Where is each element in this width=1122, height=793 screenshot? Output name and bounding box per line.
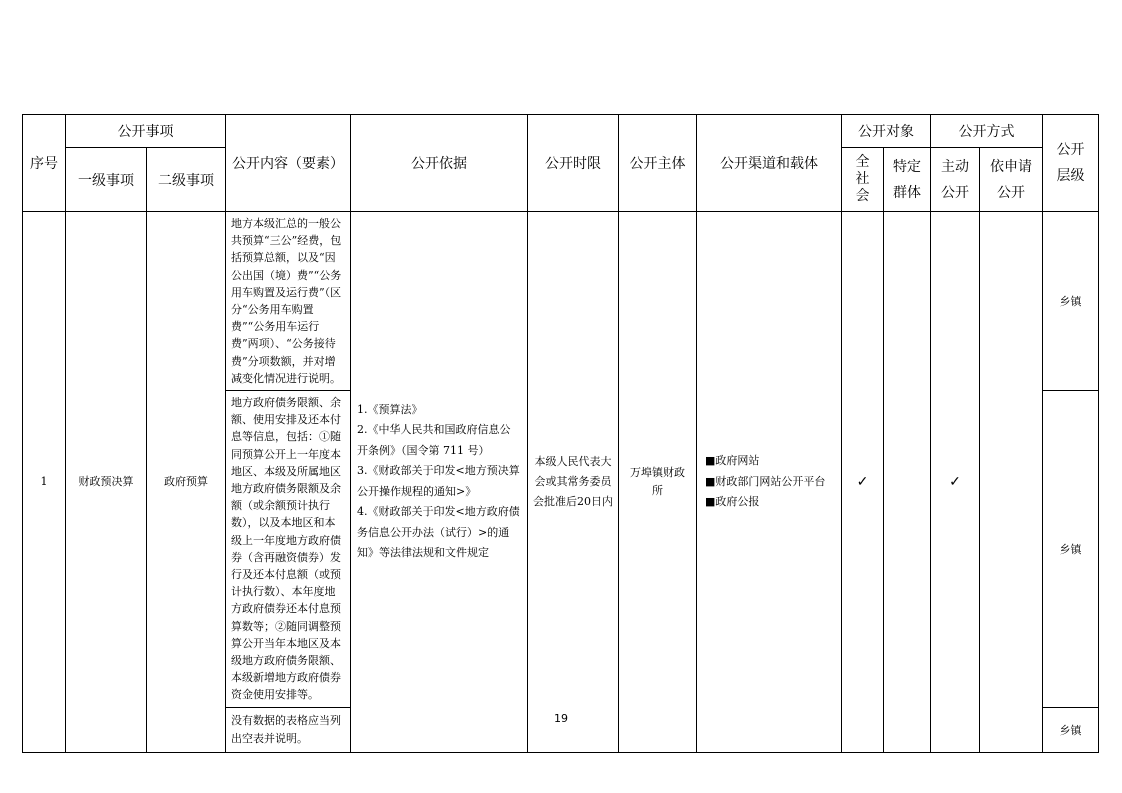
basis-cell xyxy=(351,212,528,753)
content-cell-2: 地方政府债务限额、余额、使用安排及还本付息等信息，包括：①随同预算公开上一年度本地区、本级及所属地区地方政府债务限额及余额（或余额预计执行数），以及本地区和本级上一年度地方政府债券（含再融资债券）发行及还本付息额（或预计执行数）、本年度地方政府债券还本付息预算数等；②随同调整预算公开当年本地区及本级地方政府债务限额、本级新增地方政府债券资金使用安排等。 xyxy=(226,391,351,708)
header-target-all: 全社会 xyxy=(842,148,884,212)
header-subject: 公开主体 xyxy=(619,115,697,212)
level-cell-3: 乡镇 xyxy=(1043,707,1099,752)
channel-item: ■政府网站 xyxy=(705,454,760,468)
check-active-disclosure: ✓ xyxy=(931,212,980,753)
level-cell-1: 乡镇 xyxy=(1043,212,1099,391)
basis-item: 1.《预算法》 xyxy=(357,402,423,416)
channel-item: ■政府公报 xyxy=(705,495,760,509)
check-specific-group xyxy=(884,212,931,753)
channel-cell xyxy=(697,212,842,753)
header-open-items: 公开事项 xyxy=(66,115,226,148)
row-seq: 1 xyxy=(23,212,66,753)
header-time-limit: 公开时限 xyxy=(528,115,619,212)
header-level2: 二级事项 xyxy=(147,148,226,212)
header-content: 公开内容（要素） xyxy=(226,115,351,212)
level-cell-2: 乡镇 xyxy=(1043,391,1099,708)
basis-item: 2.《中华人民共和国政府信息公开条例》（国令第 711 号） xyxy=(357,423,511,457)
content-cell-3: 没有数据的表格应当列出空表并说明。 xyxy=(226,707,351,752)
header-target-specific: 特定群体 xyxy=(884,148,931,212)
check-all-society: ✓ xyxy=(842,212,884,753)
content-cell-1: 地方本级汇总的一般公共预算“三公”经费，包括预算总额，以及“因公出国（境）费”“公务用车购置及运行费”（区分“公务用车购置费”“公务用车运行费”两项）、“公务接待费”分项数额，并对增减变化情况进行说明。 xyxy=(226,212,351,391)
row-level2: 政府预算 xyxy=(147,212,226,753)
header-channel: 公开渠道和载体 xyxy=(697,115,842,212)
header-target: 公开对象 xyxy=(842,115,931,148)
header-method-active: 主动公开 xyxy=(931,148,980,212)
header-method-request: 依申请公开 xyxy=(980,148,1043,212)
disclosure-table xyxy=(22,114,1099,753)
header-method: 公开方式 xyxy=(931,115,1043,148)
check-request-disclosure xyxy=(980,212,1043,753)
basis-item: 4.《财政部关于印发<地方政府债务信息公开办法（试行）>的通知》等法律法规和文件规定 xyxy=(357,505,520,560)
page-number: 19 xyxy=(554,712,568,725)
row-level1: 财政预决算 xyxy=(66,212,147,753)
basis-item: 3.《财政部关于印发<地方预决算公开操作规程的通知>》 xyxy=(357,464,520,498)
header-basis: 公开依据 xyxy=(351,115,528,212)
channel-item: ■财政部门网站公开平台 xyxy=(705,474,826,488)
time-limit-cell: 本级人民代表大会或其常务委员会批准后20日内 xyxy=(528,212,619,753)
header-level1: 一级事项 xyxy=(66,148,147,212)
subject-cell: 万埠镇财政所 xyxy=(619,212,697,753)
header-seq: 序号 xyxy=(23,115,66,212)
header-level: 公开层级 xyxy=(1043,115,1099,212)
